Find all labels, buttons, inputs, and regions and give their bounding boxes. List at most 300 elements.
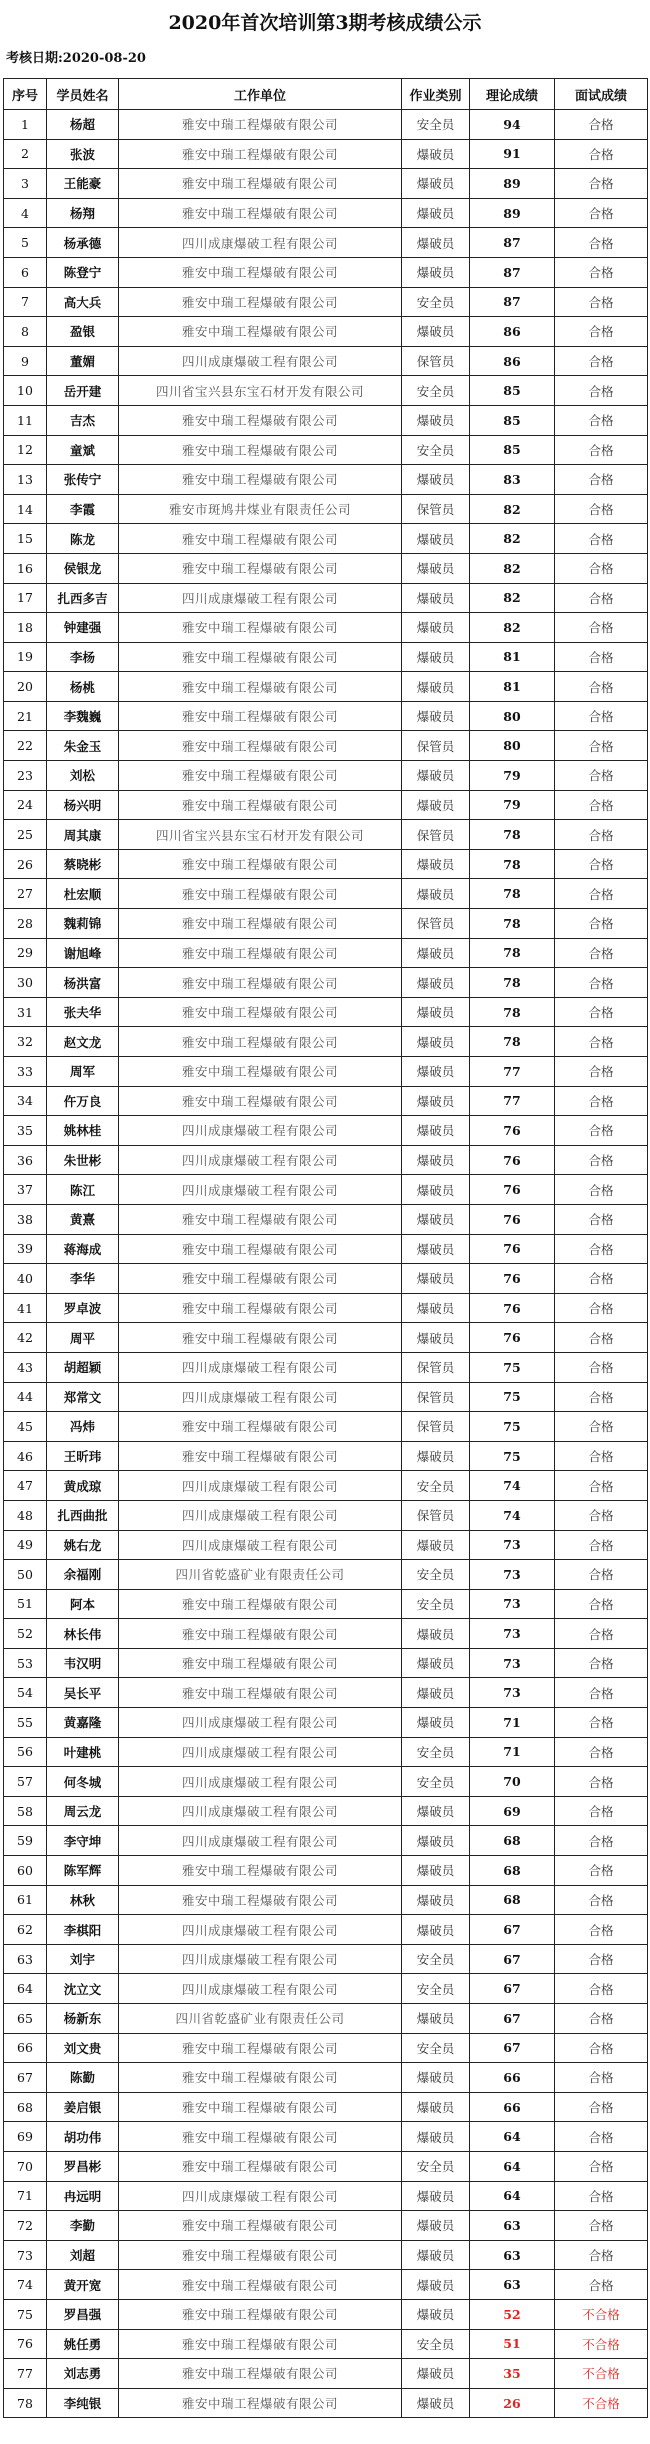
cell-index: 69 [4,2122,47,2152]
cell-name: 陈登宁 [47,257,119,287]
cell-category: 爆破员 [402,879,470,909]
cell-interview-result: 合格 [555,968,648,998]
table-row [4,435,648,465]
cell-index: 42 [4,1323,47,1353]
cell-index: 23 [4,761,47,791]
table-row [4,1441,648,1471]
cell-category: 爆破员 [402,553,470,583]
cell-index: 63 [4,1944,47,1974]
table-row [4,1767,648,1797]
cell-name: 朱世彬 [47,1145,119,1175]
cell-name: 王昕玮 [47,1441,119,1471]
cell-theory-score: 75 [470,1352,555,1382]
cell-name: 杨新东 [47,2004,119,2034]
cell-category: 安全员 [402,1974,470,2004]
cell-name: 童斌 [47,435,119,465]
cell-theory-score: 63 [470,2240,555,2270]
table-row [4,553,648,583]
cell-company: 雅安中瑞工程爆破有限公司 [119,997,402,1027]
cell-interview-result: 合格 [555,139,648,169]
cell-category: 保管员 [402,1412,470,1442]
cell-theory-score: 73 [470,1589,555,1619]
cell-index: 7 [4,287,47,317]
cell-theory-score: 87 [470,287,555,317]
cell-interview-result: 合格 [555,1145,648,1175]
table-row [4,169,648,199]
table-row [4,2359,648,2389]
cell-interview-result: 合格 [555,2122,648,2152]
cell-name: 何冬城 [47,1767,119,1797]
cell-interview-result: 合格 [555,1796,648,1826]
cell-company: 雅安中瑞工程爆破有限公司 [119,435,402,465]
cell-company: 雅安中瑞工程爆破有限公司 [119,731,402,761]
cell-interview-result: 合格 [555,731,648,761]
cell-name: 刘松 [47,761,119,791]
cell-theory-score: 78 [470,1027,555,1057]
cell-theory-score: 76 [470,1234,555,1264]
table-row [4,583,648,613]
cell-name: 杨兴明 [47,790,119,820]
table-row [4,2004,648,2034]
table-row [4,2063,648,2093]
cell-theory-score: 68 [470,1826,555,1856]
cell-company: 雅安市斑鸠井煤业有限责任公司 [119,494,402,524]
cell-name: 胡超颖 [47,1352,119,1382]
cell-interview-result: 合格 [555,2181,648,2211]
table-row [4,1086,648,1116]
table-row [4,2388,648,2418]
cell-name: 扎西曲批 [47,1500,119,1530]
table-row [4,2151,648,2181]
table-row [4,1264,648,1294]
cell-theory-score: 85 [470,405,555,435]
cell-theory-score: 89 [470,169,555,199]
cell-category: 爆破员 [402,1619,470,1649]
cell-index: 57 [4,1767,47,1797]
cell-theory-score: 76 [470,1175,555,1205]
cell-name: 刘宇 [47,1944,119,1974]
cell-category: 爆破员 [402,2004,470,2034]
cell-interview-result: 合格 [555,1708,648,1738]
cell-theory-score: 64 [470,2122,555,2152]
table-row [4,731,648,761]
cell-theory-score: 75 [470,1412,555,1442]
cell-theory-score: 73 [470,1678,555,1708]
cell-category: 保管员 [402,820,470,850]
cell-name: 刘超 [47,2240,119,2270]
cell-index: 71 [4,2181,47,2211]
cell-interview-result: 合格 [555,1826,648,1856]
cell-name: 姚右龙 [47,1530,119,1560]
cell-interview-result: 合格 [555,1441,648,1471]
cell-name: 赵文龙 [47,1027,119,1057]
table-row [4,1648,648,1678]
cell-interview-result: 合格 [555,2004,648,2034]
cell-theory-score: 82 [470,494,555,524]
cell-theory-score: 82 [470,583,555,613]
cell-category: 爆破员 [402,2181,470,2211]
cell-theory-score: 91 [470,139,555,169]
cell-company: 四川成康爆破工程有限公司 [119,583,402,613]
cell-name: 岳开建 [47,376,119,406]
cell-theory-score: 77 [470,1086,555,1116]
cell-company: 雅安中瑞工程爆破有限公司 [119,1885,402,1915]
table-row [4,938,648,968]
cell-interview-result: 合格 [555,2033,648,2063]
cell-name: 杨承德 [47,228,119,258]
cell-interview-result: 合格 [555,1027,648,1057]
cell-interview-result: 合格 [555,613,648,643]
cell-name: 罗昌强 [47,2299,119,2329]
table-row [4,761,648,791]
cell-index: 1 [4,110,47,140]
cell-category: 爆破员 [402,317,470,347]
table-row [4,198,648,228]
cell-company: 四川成康爆破工程有限公司 [119,1530,402,1560]
cell-company: 雅安中瑞工程爆破有限公司 [119,1234,402,1264]
cell-category: 爆破员 [402,465,470,495]
cell-name: 杨洪富 [47,968,119,998]
cell-index: 54 [4,1678,47,1708]
table-row [4,672,648,702]
cell-index: 68 [4,2092,47,2122]
cell-interview-result: 合格 [555,1915,648,1945]
table-row [4,1500,648,1530]
table-row [4,2092,648,2122]
cell-theory-score: 76 [470,1204,555,1234]
cell-index: 67 [4,2063,47,2093]
table-row [4,1560,648,1590]
cell-index: 19 [4,642,47,672]
cell-name: 黄成琼 [47,1471,119,1501]
cell-category: 爆破员 [402,2270,470,2300]
table-row [4,2122,648,2152]
cell-theory-score: 73 [470,1648,555,1678]
cell-interview-result: 合格 [555,761,648,791]
cell-company: 四川省宝兴县东宝石材开发有限公司 [119,376,402,406]
cell-interview-result: 合格 [555,110,648,140]
cell-name: 张夫华 [47,997,119,1027]
cell-company: 雅安中瑞工程爆破有限公司 [119,909,402,939]
table-row [4,317,648,347]
cell-category: 安全员 [402,1737,470,1767]
cell-theory-score: 68 [470,1885,555,1915]
cell-name: 陈龙 [47,524,119,554]
cell-category: 爆破员 [402,1057,470,1087]
table-row [4,287,648,317]
cell-name: 吴长平 [47,1678,119,1708]
cell-theory-score: 76 [470,1116,555,1146]
cell-company: 四川省宝兴县东宝石材开发有限公司 [119,820,402,850]
cell-index: 21 [4,701,47,731]
cell-interview-result: 合格 [555,553,648,583]
cell-company: 四川省乾盛矿业有限责任公司 [119,2004,402,2034]
cell-index: 35 [4,1116,47,1146]
cell-name: 仵万良 [47,1086,119,1116]
cell-interview-result: 合格 [555,1412,648,1442]
cell-company: 四川成康爆破工程有限公司 [119,1352,402,1382]
cell-index: 39 [4,1234,47,1264]
cell-interview-result: 合格 [555,494,648,524]
table-row [4,1293,648,1323]
cell-interview-result: 不合格 [555,2359,648,2389]
cell-interview-result: 合格 [555,1737,648,1767]
cell-interview-result: 合格 [555,1234,648,1264]
cell-company: 雅安中瑞工程爆破有限公司 [119,2063,402,2093]
cell-name: 蒋海成 [47,1234,119,1264]
table-row [4,1204,648,1234]
cell-index: 14 [4,494,47,524]
table-row [4,1678,648,1708]
cell-index: 52 [4,1619,47,1649]
cell-company: 雅安中瑞工程爆破有限公司 [119,1293,402,1323]
table-row [4,1027,648,1057]
cell-theory-score: 66 [470,2092,555,2122]
cell-interview-result: 合格 [555,1560,648,1590]
cell-company: 雅安中瑞工程爆破有限公司 [119,968,402,998]
cell-theory-score: 26 [470,2388,555,2418]
cell-company: 四川成康爆破工程有限公司 [119,1471,402,1501]
cell-index: 43 [4,1352,47,1382]
cell-company: 雅安中瑞工程爆破有限公司 [119,2033,402,2063]
cell-company: 四川成康爆破工程有限公司 [119,1737,402,1767]
cell-interview-result: 不合格 [555,2299,648,2329]
cell-category: 保管员 [402,1500,470,1530]
cell-theory-score: 63 [470,2270,555,2300]
cell-company: 四川成康爆破工程有限公司 [119,228,402,258]
cell-interview-result: 合格 [555,1057,648,1087]
cell-index: 65 [4,2004,47,2034]
cell-theory-score: 68 [470,1856,555,1886]
cell-name: 黄嘉隆 [47,1708,119,1738]
cell-theory-score: 79 [470,790,555,820]
table-row [4,1116,648,1146]
cell-interview-result: 合格 [555,1086,648,1116]
header-interview-result: 面试成绩 [555,79,648,110]
table-row [4,1145,648,1175]
cell-category: 保管员 [402,1352,470,1382]
cell-category: 爆破员 [402,761,470,791]
cell-category: 爆破员 [402,790,470,820]
cell-category: 爆破员 [402,968,470,998]
cell-company: 雅安中瑞工程爆破有限公司 [119,1027,402,1057]
cell-category: 爆破员 [402,198,470,228]
cell-name: 沈立文 [47,1974,119,2004]
cell-theory-score: 76 [470,1145,555,1175]
cell-index: 74 [4,2270,47,2300]
table-row [4,879,648,909]
cell-theory-score: 69 [470,1796,555,1826]
cell-name: 陈勤 [47,2063,119,2093]
cell-company: 四川成康爆破工程有限公司 [119,1708,402,1738]
cell-index: 11 [4,405,47,435]
cell-interview-result: 合格 [555,997,648,1027]
cell-name: 侯银龙 [47,553,119,583]
cell-theory-score: 78 [470,997,555,1027]
cell-company: 雅安中瑞工程爆破有限公司 [119,465,402,495]
cell-index: 41 [4,1293,47,1323]
table-row [4,909,648,939]
cell-company: 四川成康爆破工程有限公司 [119,1974,402,2004]
cell-index: 49 [4,1530,47,1560]
cell-interview-result: 合格 [555,1500,648,1530]
cell-index: 38 [4,1204,47,1234]
cell-theory-score: 81 [470,672,555,702]
cell-category: 爆破员 [402,1086,470,1116]
cell-company: 雅安中瑞工程爆破有限公司 [119,553,402,583]
cell-interview-result: 合格 [555,1175,648,1205]
cell-index: 29 [4,938,47,968]
cell-company: 雅安中瑞工程爆破有限公司 [119,1086,402,1116]
cell-company: 雅安中瑞工程爆破有限公司 [119,2211,402,2241]
table-row [4,968,648,998]
cell-category: 爆破员 [402,1234,470,1264]
cell-theory-score: 80 [470,731,555,761]
cell-index: 9 [4,346,47,376]
cell-index: 76 [4,2329,47,2359]
cell-category: 爆破员 [402,1708,470,1738]
header-index: 序号 [4,79,47,110]
cell-interview-result: 合格 [555,1589,648,1619]
cell-index: 24 [4,790,47,820]
cell-interview-result: 合格 [555,1885,648,1915]
cell-name: 姚任勇 [47,2329,119,2359]
cell-interview-result: 合格 [555,1856,648,1886]
cell-theory-score: 85 [470,435,555,465]
page-title: 2020年首次培训第3期考核成绩公示 [168,12,482,34]
cell-name: 罗昌彬 [47,2151,119,2181]
table-row [4,1530,648,1560]
cell-company: 雅安中瑞工程爆破有限公司 [119,2270,402,2300]
cell-company: 四川成康爆破工程有限公司 [119,1382,402,1412]
table-row [4,1412,648,1442]
table-row [4,1944,648,1974]
cell-category: 保管员 [402,494,470,524]
cell-interview-result: 合格 [555,346,648,376]
cell-company: 四川成康爆破工程有限公司 [119,1145,402,1175]
cell-theory-score: 82 [470,553,555,583]
cell-name: 阿本 [47,1589,119,1619]
cell-theory-score: 73 [470,1530,555,1560]
cell-company: 四川成康爆破工程有限公司 [119,346,402,376]
cell-category: 爆破员 [402,1885,470,1915]
cell-index: 77 [4,2359,47,2389]
table-row [4,1885,648,1915]
cell-index: 16 [4,553,47,583]
cell-company: 雅安中瑞工程爆破有限公司 [119,2122,402,2152]
cell-name: 魏莉锦 [47,909,119,939]
table-row [4,2033,648,2063]
cell-index: 6 [4,257,47,287]
cell-name: 黄开宽 [47,2270,119,2300]
cell-company: 雅安中瑞工程爆破有限公司 [119,1204,402,1234]
cell-interview-result: 合格 [555,1116,648,1146]
cell-index: 3 [4,169,47,199]
cell-category: 爆破员 [402,1175,470,1205]
cell-theory-score: 78 [470,968,555,998]
cell-category: 爆破员 [402,1915,470,1945]
cell-name: 周军 [47,1057,119,1087]
cell-theory-score: 78 [470,909,555,939]
cell-company: 雅安中瑞工程爆破有限公司 [119,405,402,435]
cell-theory-score: 35 [470,2359,555,2389]
table-row [4,2299,648,2329]
cell-category: 爆破员 [402,1323,470,1353]
cell-theory-score: 71 [470,1708,555,1738]
cell-name: 李华 [47,1264,119,1294]
cell-category: 爆破员 [402,849,470,879]
cell-theory-score: 78 [470,849,555,879]
cell-interview-result: 合格 [555,879,648,909]
cell-category: 爆破员 [402,2299,470,2329]
cell-index: 64 [4,1974,47,2004]
cell-theory-score: 80 [470,701,555,731]
cell-category: 爆破员 [402,2092,470,2122]
cell-company: 雅安中瑞工程爆破有限公司 [119,613,402,643]
table-row [4,1589,648,1619]
cell-company: 雅安中瑞工程爆破有限公司 [119,790,402,820]
cell-company: 雅安中瑞工程爆破有限公司 [119,317,402,347]
cell-category: 安全员 [402,110,470,140]
cell-company: 四川成康爆破工程有限公司 [119,1915,402,1945]
cell-category: 安全员 [402,2329,470,2359]
exam-date: 考核日期:2020-08-20 [6,51,146,66]
scores-table [3,78,648,2418]
cell-theory-score: 67 [470,1915,555,1945]
cell-company: 四川省乾盛矿业有限责任公司 [119,1560,402,1590]
cell-category: 爆破员 [402,257,470,287]
cell-theory-score: 86 [470,317,555,347]
cell-name: 李魏巍 [47,701,119,731]
cell-interview-result: 合格 [555,1767,648,1797]
cell-category: 爆破员 [402,2122,470,2152]
cell-interview-result: 合格 [555,2151,648,2181]
cell-company: 雅安中瑞工程爆破有限公司 [119,139,402,169]
table-row [4,228,648,258]
cell-index: 62 [4,1915,47,1945]
cell-name: 高大兵 [47,287,119,317]
cell-name: 钟建强 [47,613,119,643]
cell-company: 雅安中瑞工程爆破有限公司 [119,198,402,228]
cell-category: 爆破员 [402,139,470,169]
cell-theory-score: 79 [470,761,555,791]
cell-name: 蔡晓彬 [47,849,119,879]
cell-category: 爆破员 [402,1264,470,1294]
cell-index: 32 [4,1027,47,1057]
cell-category: 爆破员 [402,613,470,643]
cell-category: 爆破员 [402,1116,470,1146]
cell-category: 爆破员 [402,1204,470,1234]
cell-company: 雅安中瑞工程爆破有限公司 [119,879,402,909]
table-row [4,1915,648,1945]
cell-company: 雅安中瑞工程爆破有限公司 [119,2240,402,2270]
cell-theory-score: 70 [470,1767,555,1797]
cell-interview-result: 合格 [555,524,648,554]
cell-theory-score: 67 [470,1974,555,2004]
cell-category: 安全员 [402,1471,470,1501]
cell-interview-result: 合格 [555,2092,648,2122]
cell-interview-result: 合格 [555,938,648,968]
table-row [4,1471,648,1501]
cell-name: 黄熹 [47,1204,119,1234]
cell-interview-result: 合格 [555,672,648,702]
cell-theory-score: 87 [470,257,555,287]
cell-theory-score: 64 [470,2151,555,2181]
cell-company: 四川成康爆破工程有限公司 [119,1175,402,1205]
table-row [4,376,648,406]
cell-category: 爆破员 [402,228,470,258]
cell-name: 李棋阳 [47,1915,119,1945]
